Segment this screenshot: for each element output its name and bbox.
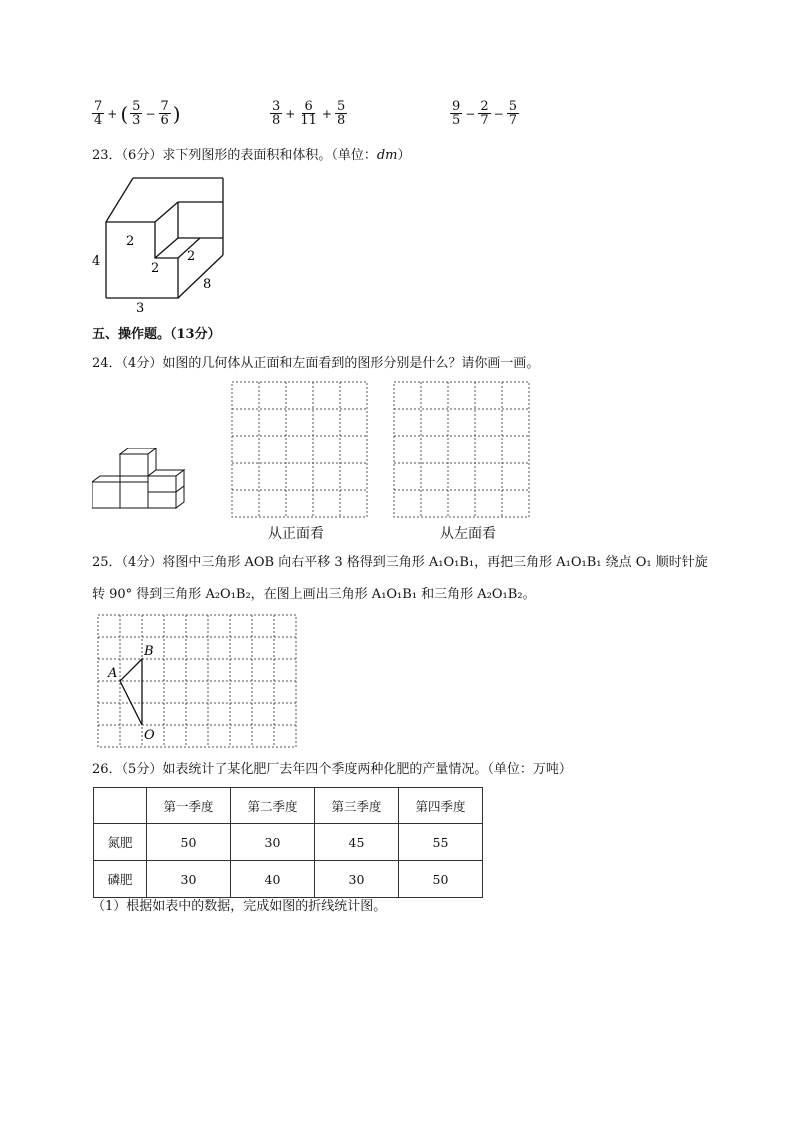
question-text: 求下列图形的表面积和体积。（单位：: [162, 148, 377, 163]
label-width: 3: [136, 301, 145, 316]
parenthesis: ): [172, 101, 181, 126]
translation-grid[interactable]: [96, 613, 298, 749]
fraction: $\frac{6}{11}$: [300, 99, 317, 128]
label-cut-3: 2: [187, 249, 196, 264]
table-header-cell: 第二季度: [231, 788, 315, 824]
expression-3: [450, 100, 519, 127]
question-text: 如表统计了某化肥厂去年四个季度两种化肥的产量情况。（单位：万吨）: [162, 762, 572, 777]
question-text-end: ）: [397, 148, 411, 163]
question-score: （4分）: [121, 555, 163, 570]
operator: −: [493, 106, 504, 121]
cube-front-face: [120, 476, 148, 508]
question-text: 如图的几何体从正面和左面看到的图形分别是什么？请你画一画。: [162, 356, 540, 371]
question-text: 将图中三角形 AOB 向右平移 3 格得到三角形 A₁O₁B₁，再把三角形 A₁O₁B₁ 绕点 O₁ 顺时针旋: [162, 555, 708, 570]
table-header-cell: 第一季度: [147, 788, 231, 824]
question-number: 25．: [92, 555, 122, 570]
label-b: B: [144, 644, 154, 659]
table-cell: 40: [231, 861, 315, 898]
label-depth: 8: [203, 277, 212, 292]
question-number: 26．: [92, 762, 122, 777]
caption-left-view: 从左面看: [440, 526, 496, 542]
table-cell: 30: [315, 861, 399, 898]
table-row-label: 氮肥: [94, 824, 147, 861]
question-number: 24．: [92, 356, 122, 371]
edge: [155, 202, 178, 222]
fraction: $\frac{2}{7}$: [480, 99, 489, 128]
cube-stack: [92, 448, 192, 512]
table-cell: 50: [399, 861, 483, 898]
question-26-sub-1: （1）根据如表中的数据，完成如图的折线统计图。: [92, 899, 387, 914]
table-cell: 55: [399, 824, 483, 861]
operator: −: [145, 106, 156, 121]
question-score: （4分）: [121, 356, 163, 371]
fraction: $\frac{5}{3}$: [132, 99, 141, 128]
operator: +: [321, 106, 332, 121]
label-cut-2: 2: [151, 261, 160, 276]
fraction: $\frac{9}{5}$: [452, 99, 461, 128]
table-header-cell: [94, 788, 147, 824]
section-title: 五、操作题。（13分）: [92, 327, 221, 342]
question-23: [92, 146, 411, 166]
label-cut-1: 2: [126, 234, 135, 249]
unit: dm: [376, 148, 398, 163]
production-table: [93, 787, 483, 898]
table-row: [94, 861, 483, 898]
table-cell: 30: [147, 861, 231, 898]
label-height: 4: [92, 254, 101, 269]
edge: [106, 178, 133, 222]
fraction: $\frac{3}{8}$: [272, 99, 281, 128]
table-cell: 50: [147, 824, 231, 861]
question-26: [92, 760, 572, 780]
solid-figure: [88, 170, 238, 316]
table-row: [94, 824, 483, 861]
fraction: $\frac{7}{4}$: [94, 99, 103, 128]
caption-front-view: 从正面看: [268, 526, 324, 542]
table-row-label: 磷肥: [94, 861, 147, 898]
cube-front-face: [120, 454, 148, 476]
label-o: O: [144, 728, 155, 743]
expression-2: [270, 100, 347, 127]
fraction: $\frac{5}{7}$: [508, 99, 517, 128]
table-header-cell: 第三季度: [315, 788, 399, 824]
operator: −: [465, 106, 476, 121]
question-25-line-2: 转 90° 得到三角形 A₂O₁B₂，在图上画出三角形 A₁O₁B₁ 和三角形 A₂O₁B₂。: [92, 587, 536, 602]
operator: +: [285, 106, 296, 121]
fraction: $\frac{5}{8}$: [336, 99, 346, 128]
question-25: [92, 553, 708, 573]
table-header-row: [94, 788, 483, 824]
edge: [155, 238, 178, 258]
cube-front-face: [92, 482, 120, 508]
grid-front-view[interactable]: [230, 380, 370, 522]
edge: [178, 255, 223, 298]
question-score: （5分）: [121, 762, 163, 777]
expression-1: [92, 100, 181, 127]
question-number: 23．: [92, 148, 122, 163]
label-a: A: [108, 666, 118, 681]
question-24: [92, 354, 539, 374]
question-score: （6分）: [121, 148, 163, 163]
triangle-aob: [120, 659, 142, 725]
grid-left-view[interactable]: [392, 380, 532, 522]
front-face: [106, 222, 178, 298]
parenthesis: (: [120, 101, 129, 126]
table-header-cell: 第四季度: [399, 788, 483, 824]
operator: +: [107, 106, 118, 121]
table-cell: 30: [231, 824, 315, 861]
table-cell: 45: [315, 824, 399, 861]
fraction: $\frac{7}{6}$: [160, 99, 169, 128]
